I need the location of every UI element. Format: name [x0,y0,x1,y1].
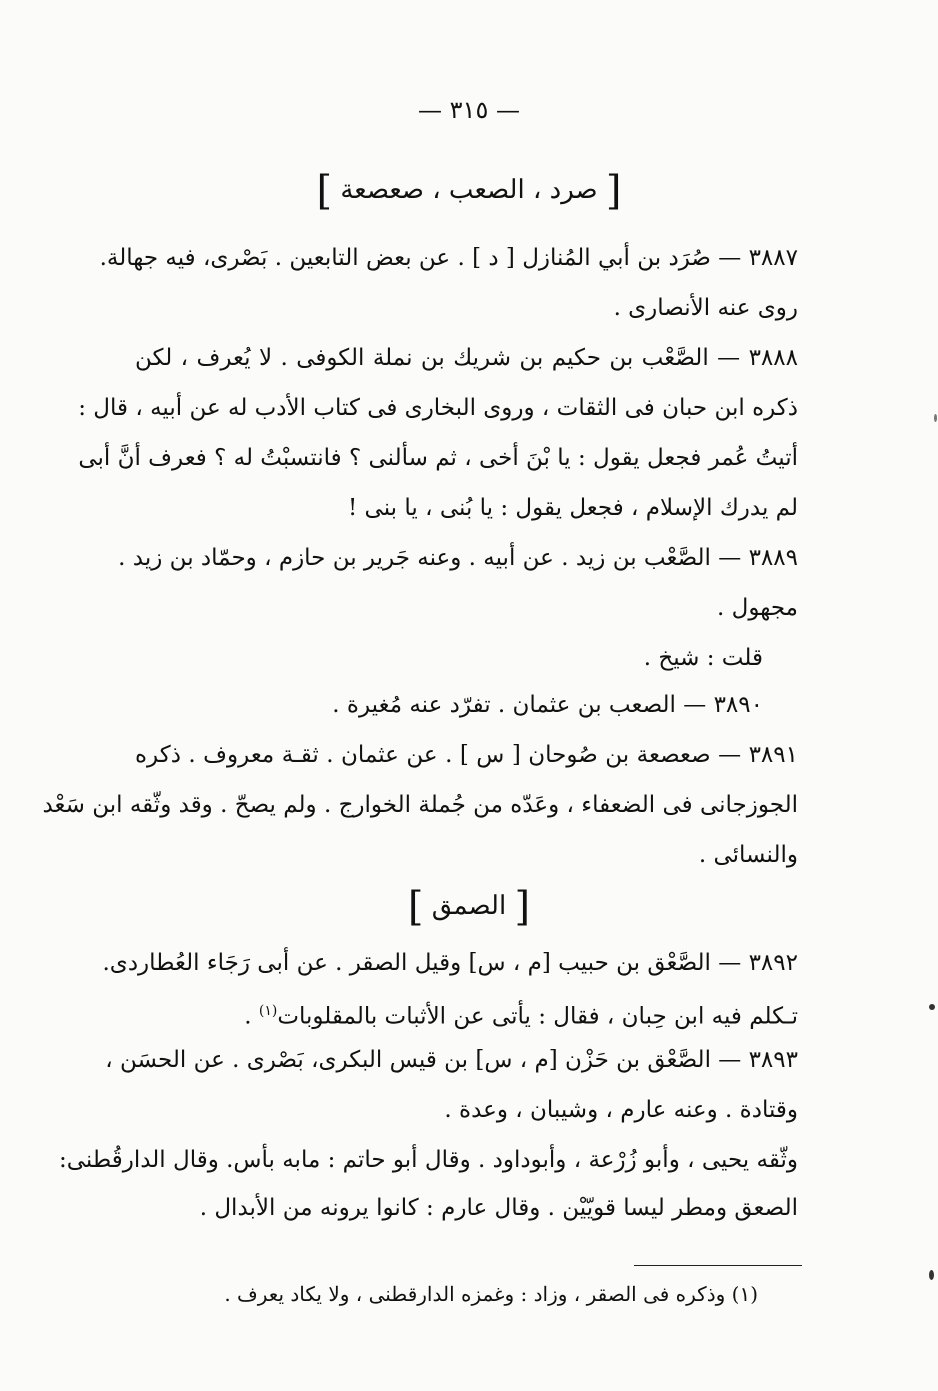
text-line-17: وقتادة . وعنه عارم ، وشيبان ، وعدة . [444,1097,798,1123]
text-line-8: مجهول . [717,595,798,621]
text-line-5: أتيتُ عُمر فجعل يقول : يا بْنَ أخى ، ثم سألنى ؟ فانتسبْتُ له ؟ فعرف أنَّ أبى [78,445,798,471]
text-line-6: لم يدرك الإسلام ، فجعل يقول : يا بُنى ، يا بنى ! [348,495,798,521]
text-line-3: ٣٨٨٨ — الصَّعْب بن حكيم بن شريك بن نملة الكوفى . لا يُعرف ، لكن [135,345,798,371]
scan-speck [929,1004,935,1010]
footnote-divider [634,1265,802,1266]
text-line-19: الصعق ومطر ليسا قويّيْن . وقال عارم : كانوا يرونه من الأبدال . [199,1195,798,1221]
open-bracket-icon: [ [514,884,531,930]
section-heading-text: الصمق [431,891,507,921]
text-line-13: والنسائى . [698,842,798,868]
footnote-marker: (١) [258,1003,278,1019]
footnote: (١) وذكره فى الصقر ، وزاد : وغمزه الدارقطنى ، ولا يكاد يعرف . [224,1282,758,1306]
scan-speck [929,1270,934,1280]
text-line-1: ٣٨٨٧ — صُرَد بن أبي المُنازل [ د ] . عن بعض التابعين . بَصْرى، فيه جهالة. [99,245,798,271]
text-line-7: ٣٨٨٩ — الصَّعْب بن زيد . عن أبيه . وعنه جَرير بن حازم ، وحمّاد بن زيد . [118,545,798,571]
section-heading-1 [0,168,938,214]
text-line-16: ٣٨٩٣ — الصَّعْق بن حَزْن [م ، س] بن قيس البكرى، بَصْرى . عن الحسَن ، [105,1047,798,1073]
text-line-4: ذكره ابن حبان فى الثقات ، وروى البخارى فى كتاب الأدب له عن أبيه ، قال : [78,395,798,421]
text-line-15-body: تـكلم فيه ابن حِبان ، فقال : يأتى عن الأثبات بالمقلوبات [277,1003,798,1030]
section-heading-2 [0,884,938,930]
close-bracket-icon: ] [316,168,333,214]
text-line-9: قلت : شيخ . [643,645,763,671]
text-line-10: ٣٨٩٠ — الصعب بن عثمان . تفرّد عنه مُغيرة . [332,692,763,718]
section-heading-text: صرد ، الصعب ، صعصعة [340,175,598,205]
text-line-15: تـكلم فيه ابن حِبان ، فقال : يأتى عن الأثبات بالمقلوبات$^{(١)}$ . [244,1003,798,1030]
text-line-2: روى عنه الأنصارى . [613,295,798,321]
text-line-12: الجوزجانى فى الضعفاء ، وعَدّه من جُملة الخوارج . ولم يصحّ . وقد وثّقه ابن سَعْد [42,792,798,818]
open-bracket-icon: [ [605,168,622,214]
text-line-11: ٣٨٩١ — صعصعة بن صُوحان [ س ] . عن عثمان . ثقـة معروف . ذكره [135,742,798,768]
scan-speck [934,414,937,422]
page-number: — ٣١٥ — [418,96,520,124]
text-line-18: وثّقه يحيى ، وأبو زُرْعة ، وأبوداود . وقال أبو حاتم : مابه بأس. وقال الدارقُطنى: [58,1147,798,1173]
close-bracket-icon: ] [407,884,424,930]
text-line-14: ٣٨٩٢ — الصَّعْق بن حبيب [م ، س] وقيل الصقر . عن أبى رَجَاء العُطاردى. [102,950,798,976]
